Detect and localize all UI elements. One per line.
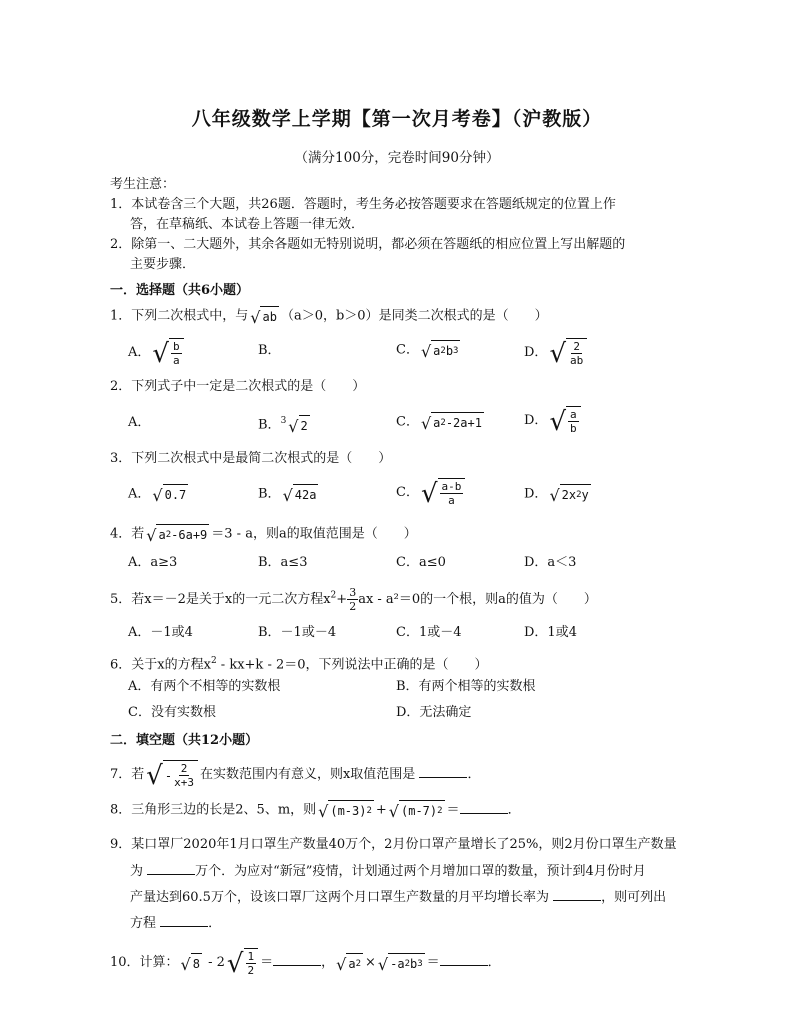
radical-sign-icon: √ bbox=[146, 761, 163, 791]
q8-sqrt-2 bbox=[389, 800, 445, 820]
q5-option-d[interactable]: D．1或4 bbox=[524, 625, 577, 640]
base: b bbox=[410, 956, 418, 971]
period: ． bbox=[487, 955, 501, 970]
q6-option-d[interactable]: D．无法确定 bbox=[396, 705, 472, 720]
q5-option-c[interactable]: C．1或－4 bbox=[396, 625, 462, 640]
exponent: 2 bbox=[355, 958, 362, 969]
q10-sqrt-3 bbox=[336, 953, 363, 973]
numerator: 3 bbox=[349, 586, 357, 599]
q3-option-c[interactable] bbox=[396, 478, 467, 507]
denominator: x+3 bbox=[174, 776, 194, 789]
q2-d-sqrt bbox=[549, 406, 580, 435]
option-label: A． bbox=[128, 486, 151, 502]
exponent: 2 bbox=[440, 346, 446, 356]
q6-prefix: 6．关于x的方程x bbox=[110, 657, 211, 673]
radical-sign-icon: √ bbox=[377, 954, 389, 974]
question-9-line-1: 9．某口罩厂2020年1月口罩生产数量40万个，2月份口罩产量增长了25%，则2月份口罩生产数量 bbox=[110, 837, 677, 852]
q6-option-c[interactable]: C．没有实数根 bbox=[128, 705, 216, 720]
q1-prefix: 1．下列二次根式中，与 bbox=[110, 308, 249, 324]
question-4 bbox=[110, 524, 417, 544]
comma: ， bbox=[321, 955, 335, 970]
plus-sign: + bbox=[336, 592, 348, 607]
q1-suffix: 是同类二次根式的是（ ） bbox=[378, 308, 548, 324]
base: -a bbox=[390, 956, 405, 971]
q1-option-c[interactable] bbox=[396, 340, 462, 360]
denominator: a bbox=[172, 354, 180, 367]
q7-prefix: 7．若 bbox=[110, 767, 145, 782]
q10-sqrt-4 bbox=[378, 953, 425, 973]
radical-sign-icon: √ bbox=[549, 486, 560, 505]
minus-sign: - bbox=[164, 768, 173, 783]
q9-l3-suffix: ，则可列出 bbox=[601, 890, 667, 905]
q9-l3-prefix: 产量达到60.5万个，设该口罩厂这两个月口罩生产数量的月平均增长率为 bbox=[130, 890, 549, 905]
section-1-heading: 一．选择题（共6小题） bbox=[110, 283, 250, 298]
q4-prefix: 4．若 bbox=[110, 526, 145, 542]
q3-c-sqrt bbox=[421, 478, 465, 507]
q4-option-b[interactable]: B．a≤3 bbox=[258, 555, 308, 570]
radical-sign-icon: √ bbox=[549, 339, 567, 369]
note-1-line-2: 答，在草稿纸、本试卷上答题一律无效． bbox=[130, 217, 365, 232]
radicand: 8 bbox=[191, 953, 202, 973]
radicand-rest: -6a+9 bbox=[171, 528, 208, 542]
question-3: 3．下列二次根式中是最简二次根式的是（ ） bbox=[110, 451, 392, 466]
option-label: A． bbox=[128, 415, 151, 430]
base: b bbox=[445, 344, 454, 358]
q2-b-sqrt bbox=[288, 415, 309, 435]
q1-c-sqrt bbox=[421, 340, 461, 360]
exponent: 2 bbox=[437, 806, 443, 816]
option-label: D． bbox=[524, 413, 548, 428]
option-label: B． bbox=[258, 417, 281, 433]
radicand: 42a bbox=[293, 484, 319, 504]
exponent: 2 bbox=[404, 958, 410, 969]
base: 2x bbox=[561, 488, 577, 502]
exponent: 2 bbox=[210, 656, 217, 666]
q2-option-b[interactable] bbox=[258, 412, 312, 435]
denominator: 2 bbox=[349, 600, 357, 613]
plus-sign: + bbox=[375, 802, 387, 818]
q4-sqrt bbox=[146, 524, 209, 544]
radicand: (m-3) bbox=[330, 804, 367, 818]
option-label: C． bbox=[396, 342, 419, 358]
denominator: a bbox=[448, 494, 455, 507]
q1-option-d[interactable] bbox=[524, 338, 589, 367]
q1-option-b[interactable] bbox=[258, 342, 281, 360]
exponent: 2 bbox=[440, 418, 446, 428]
note-2-line-2: 主要步骤． bbox=[130, 257, 196, 272]
q5-fraction bbox=[347, 586, 358, 613]
q2-option-c[interactable] bbox=[396, 412, 486, 432]
q9-l2-suffix: 万个．为应对“新冠”疫情，计划通过两个月增加口罩的数量，预计到4月份时月 bbox=[195, 864, 646, 879]
denominator: b bbox=[570, 422, 577, 435]
period: ． bbox=[507, 802, 521, 818]
q3-a-sqrt bbox=[152, 484, 188, 504]
equals-sign: ＝ bbox=[426, 955, 440, 970]
option-label: B． bbox=[258, 486, 281, 502]
question-10 bbox=[110, 948, 501, 977]
page-title: 八年级数学上学期【第一次月考卷】（沪教版） bbox=[191, 108, 603, 130]
question-5 bbox=[110, 586, 597, 613]
answer-blank[interactable] bbox=[553, 888, 601, 901]
q5-prefix: 5．若x＝－2是关于x的一元二次方程x bbox=[110, 592, 331, 607]
radicand-rest: -2a+1 bbox=[445, 416, 482, 430]
option-label: C． bbox=[396, 414, 419, 430]
answer-blank[interactable] bbox=[460, 801, 508, 814]
radical-sign-icon: √ bbox=[336, 954, 347, 974]
factor: y bbox=[581, 488, 589, 502]
q10-prefix: 10．计算： bbox=[110, 955, 179, 970]
radical-sign-icon: √ bbox=[226, 949, 244, 979]
option-label: D． bbox=[524, 345, 548, 360]
q8-prefix: 8．三角形三边的长是2、5、m，则 bbox=[110, 802, 317, 818]
radical-sign-icon: √ bbox=[420, 342, 432, 361]
question-2: 2．下列式子中一定是二次根式的是（ ） bbox=[110, 379, 366, 394]
q6-option-a[interactable]: A．有两个不相等的实数根 bbox=[128, 679, 281, 694]
answer-blank[interactable] bbox=[273, 953, 321, 966]
q3-option-a[interactable] bbox=[128, 484, 190, 504]
radical-sign-icon: √ bbox=[146, 526, 157, 545]
exponent: 3 bbox=[417, 958, 423, 969]
radical-sign-icon: √ bbox=[388, 802, 399, 821]
radicand: 2 bbox=[299, 415, 310, 435]
q10-sqrt-2 bbox=[227, 948, 258, 977]
numerator: 1 bbox=[247, 950, 255, 963]
exponent: 3 bbox=[453, 346, 459, 356]
question-1 bbox=[110, 306, 548, 326]
option-label: A． bbox=[128, 345, 151, 360]
numerator: 2 bbox=[573, 340, 580, 353]
exponent: 2 bbox=[165, 530, 172, 540]
q1-radicand: ab bbox=[260, 306, 278, 326]
q9-l4-suffix: ． bbox=[208, 916, 222, 931]
q9-l4-prefix: 方程 bbox=[130, 916, 157, 931]
exponent: 2 bbox=[366, 806, 372, 816]
section-2-heading: 二．填空题（共12小题） bbox=[110, 733, 259, 748]
numerator: 2 bbox=[180, 762, 188, 775]
base: a bbox=[348, 956, 356, 971]
radical-sign-icon: √ bbox=[152, 339, 169, 369]
base: a bbox=[158, 528, 166, 542]
q4-option-a[interactable]: A．a≥3 bbox=[128, 555, 178, 570]
minus-term: - 2 bbox=[203, 955, 225, 970]
question-6 bbox=[110, 652, 488, 674]
equals-sign: ＝ bbox=[260, 955, 274, 970]
answer-blank[interactable] bbox=[147, 862, 195, 875]
exponent: 2 bbox=[330, 590, 337, 601]
q2-option-a[interactable] bbox=[128, 414, 150, 432]
q1-d-sqrt bbox=[549, 338, 587, 367]
q1-condition: （a＞0，b＞0） bbox=[280, 308, 379, 324]
q1-a-sqrt bbox=[152, 338, 183, 367]
denominator: 2 bbox=[247, 964, 255, 977]
q2-c-sqrt bbox=[421, 412, 484, 432]
q4-option-d[interactable]: D．a＜3 bbox=[524, 555, 577, 570]
base: a bbox=[433, 344, 441, 358]
exponent: 2 bbox=[576, 490, 582, 500]
option-label: C． bbox=[396, 485, 419, 500]
question-9-line-2 bbox=[130, 862, 646, 881]
q3-option-b[interactable] bbox=[258, 484, 320, 504]
q4-option-c[interactable]: C．a≤0 bbox=[396, 555, 446, 570]
question-8 bbox=[110, 800, 521, 820]
base: a bbox=[433, 416, 441, 430]
option-label: D． bbox=[524, 486, 548, 502]
times-sign: × bbox=[365, 955, 376, 970]
period: ． bbox=[467, 767, 481, 782]
q5-suffix: ax - a²＝0的一个根，则a的值为（ ） bbox=[358, 592, 597, 607]
denominator: ab bbox=[570, 354, 584, 367]
note-1-line-1: 1．本试卷含三个大题，共26题．答题时，考生务必按答题要求在答题纸规定的位置上作 bbox=[110, 197, 616, 212]
answer-blank[interactable] bbox=[419, 765, 467, 778]
radical-sign-icon: √ bbox=[250, 308, 261, 327]
equals-sign: ＝ bbox=[446, 802, 460, 818]
numerator: a-b bbox=[441, 480, 462, 493]
q9-l2-prefix: 为 bbox=[130, 864, 144, 879]
q5-option-b[interactable]: B．－1或－4 bbox=[258, 625, 337, 640]
q3-b-sqrt bbox=[283, 484, 319, 504]
q6-suffix: - kx+k - 2＝0，下列说法中正确的是（ ） bbox=[216, 657, 488, 673]
numerator: b bbox=[172, 340, 180, 353]
page-subtitle: （满分100分，完卷时间90分钟） bbox=[294, 150, 500, 166]
radicand: 0.7 bbox=[163, 484, 189, 504]
question-9-line-4 bbox=[130, 914, 221, 933]
q2-option-d[interactable] bbox=[524, 406, 583, 435]
radical-sign-icon: √ bbox=[282, 486, 293, 505]
q8-sqrt-1 bbox=[318, 800, 374, 820]
radical-sign-icon: √ bbox=[318, 802, 329, 821]
question-7 bbox=[110, 760, 480, 789]
notes-heading: 考生注意： bbox=[110, 177, 176, 192]
note-2-line-1: 2．除第一、二大题外，其余各题如无特别说明，都必须在答题纸的相应位置上写出解题的 bbox=[110, 237, 626, 252]
answer-blank[interactable] bbox=[160, 914, 208, 927]
radical-sign-icon: √ bbox=[420, 479, 438, 509]
numerator: a bbox=[570, 408, 577, 421]
q7-sqrt bbox=[146, 760, 198, 789]
radicand: (m-7) bbox=[401, 804, 438, 818]
q4-suffix: ＝3 - a，则a的取值范围是（ ） bbox=[211, 526, 417, 542]
root-index: 3 bbox=[280, 416, 287, 426]
answer-blank[interactable] bbox=[440, 953, 488, 966]
option-label: B． bbox=[258, 343, 281, 358]
q5-option-a[interactable]: A．－1或4 bbox=[128, 625, 193, 640]
q3-option-d[interactable] bbox=[524, 484, 593, 504]
q6-option-b[interactable]: B．有两个相等的实数根 bbox=[396, 679, 536, 694]
q1-option-a[interactable] bbox=[128, 338, 186, 367]
q1-sqrt bbox=[250, 306, 279, 326]
radical-sign-icon: √ bbox=[288, 416, 299, 436]
q7-suffix: 在实数范围内有意义，则x取值范围是 bbox=[199, 767, 416, 782]
question-9-line-3 bbox=[130, 888, 666, 907]
q3-d-sqrt bbox=[549, 484, 590, 504]
radical-sign-icon: √ bbox=[549, 407, 567, 437]
radical-sign-icon: √ bbox=[180, 954, 191, 974]
q10-sqrt-1 bbox=[181, 953, 202, 973]
radical-sign-icon: √ bbox=[152, 486, 163, 505]
radical-sign-icon: √ bbox=[420, 414, 432, 433]
